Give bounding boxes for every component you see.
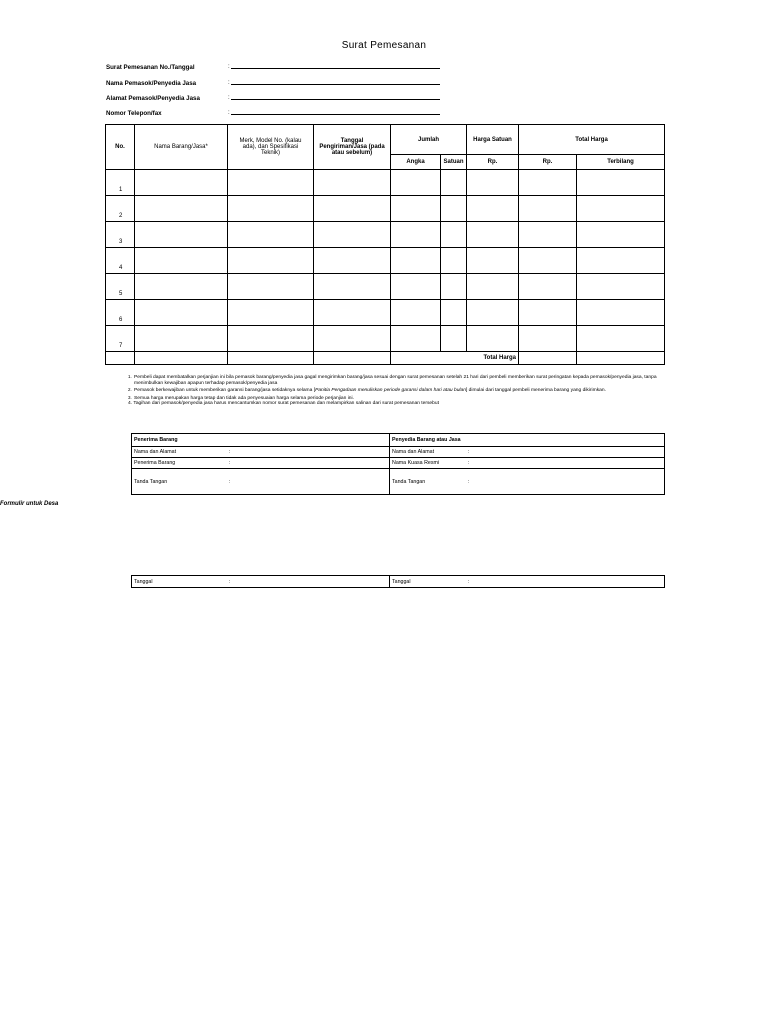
cell-input[interactable]	[441, 300, 467, 326]
desa-form-label: Formulir untuk Desa	[0, 501, 59, 507]
table-row	[106, 248, 665, 274]
receiver-signature-field[interactable]: Tanda Tangan :	[132, 469, 390, 495]
cell-input[interactable]	[577, 222, 665, 248]
cell-input[interactable]	[467, 196, 519, 222]
row-number: 4	[106, 248, 135, 274]
cell-input[interactable]	[391, 248, 441, 274]
header-field-phone	[106, 110, 162, 117]
header-field-order-no	[106, 64, 195, 71]
sub-header-rp: Rp.	[467, 155, 519, 170]
cell-input[interactable]	[391, 196, 441, 222]
cell-input[interactable]	[467, 222, 519, 248]
cell-input[interactable]	[577, 326, 665, 352]
cell-input[interactable]	[519, 222, 577, 248]
col-header-jumlah: Jumlah	[391, 125, 467, 155]
row-number: 3	[106, 222, 135, 248]
table-row	[106, 274, 665, 300]
cell-input[interactable]	[467, 170, 519, 196]
header-field-supplier-name-line[interactable]: :	[228, 80, 440, 86]
cell-input[interactable]	[391, 326, 441, 352]
provider-header: Penyedia Barang atau Jasa	[390, 434, 665, 447]
note-item: 4. Tagihan dari pemasok/penyedia jasa harus mencantumkan nomor surat pemesanan dan melampirkan salinan dari surat pemesanan tersebut	[128, 401, 439, 407]
row-number: 1	[106, 170, 135, 196]
row-number: 7	[106, 326, 135, 352]
row-number: 2	[106, 196, 135, 222]
page-title: Surat Pemesanan	[341, 40, 427, 51]
cell-input[interactable]	[467, 248, 519, 274]
cell-input[interactable]	[314, 300, 391, 326]
cell-input[interactable]	[228, 170, 314, 196]
notes-list	[128, 375, 668, 409]
col-header-nama-barang: Nama Barang/Jasa*	[135, 125, 228, 170]
receiver-date-field[interactable]: Tanggal :	[132, 576, 390, 588]
cell-input[interactable]	[519, 196, 577, 222]
cell-empty	[135, 352, 228, 365]
table-row	[106, 222, 665, 248]
provider-name-address-field[interactable]: Nama dan Alamat :	[390, 447, 665, 458]
cell-input[interactable]	[577, 196, 665, 222]
col-header-no: No.	[106, 125, 135, 170]
cell-empty	[314, 352, 391, 365]
provider-date-field[interactable]: Tanggal :	[390, 576, 665, 588]
cell-input[interactable]	[228, 274, 314, 300]
cell-input[interactable]	[314, 248, 391, 274]
header-field-order-no-line[interactable]: :	[228, 64, 440, 70]
cell-input[interactable]	[519, 248, 577, 274]
cell-input[interactable]	[519, 170, 577, 196]
cell-input[interactable]	[441, 222, 467, 248]
header-field-label: Surat Pemesanan No./Tanggal	[106, 64, 195, 71]
note-item: 2. Pemasok berkewajiban untuk memberikan garansi barang/jasa setidaknya selama [Panitia Pengadaan menuliskan periode garansi dalam hari atau bulan] dimulai dari tanggal pembeli menerima barang yang dikirimkan.	[128, 387, 606, 394]
cell-input[interactable]	[135, 274, 228, 300]
col-header-total-harga: Total Harga	[519, 125, 665, 155]
date-table	[131, 575, 665, 588]
cell-input[interactable]	[228, 326, 314, 352]
cell-input[interactable]	[135, 222, 228, 248]
cell-input[interactable]	[391, 222, 441, 248]
total-harga-label: Total Harga	[391, 352, 519, 365]
cell-input[interactable]	[314, 196, 391, 222]
cell-input[interactable]	[519, 326, 577, 352]
cell-input[interactable]	[314, 170, 391, 196]
cell-input[interactable]	[519, 300, 577, 326]
receiver-header: Penerima Barang	[132, 434, 390, 447]
cell-input[interactable]	[228, 248, 314, 274]
order-table	[105, 124, 665, 365]
cell-input[interactable]	[519, 274, 577, 300]
cell-input[interactable]	[441, 326, 467, 352]
cell-input[interactable]	[577, 248, 665, 274]
cell-input[interactable]	[441, 196, 467, 222]
sub-header-angka: Angka	[391, 155, 441, 170]
header-field-phone-line[interactable]: :	[228, 110, 440, 116]
cell-input[interactable]	[135, 248, 228, 274]
header-field-label: Alamat Pemasok/Penyedia Jasa	[106, 95, 200, 102]
cell-input[interactable]	[441, 274, 467, 300]
cell-empty	[228, 352, 314, 365]
receiver-name-address-field[interactable]: Nama dan Alamat :	[132, 447, 390, 458]
table-row	[106, 300, 665, 326]
sub-header-rp-total: Rp.	[519, 155, 577, 170]
cell-input[interactable]	[577, 170, 665, 196]
row-number: 5	[106, 274, 135, 300]
cell-input[interactable]	[228, 222, 314, 248]
cell-input[interactable]	[228, 300, 314, 326]
header-field-supplier-name	[106, 80, 196, 87]
cell-input[interactable]	[577, 274, 665, 300]
cell-input[interactable]	[391, 170, 441, 196]
signature-table	[131, 433, 665, 495]
cell-empty	[106, 352, 135, 365]
cell-input[interactable]	[135, 196, 228, 222]
header-field-supplier-address	[106, 95, 200, 102]
cell-input[interactable]	[314, 326, 391, 352]
cell-input[interactable]	[467, 274, 519, 300]
cell-input[interactable]	[441, 170, 467, 196]
cell-input[interactable]	[314, 274, 391, 300]
cell-input[interactable]	[577, 300, 665, 326]
cell-input[interactable]	[135, 170, 228, 196]
col-header-tanggal: Tanggal Pengiriman/Jasa (pada atau sebelum)	[314, 125, 391, 170]
cell-input[interactable]	[314, 222, 391, 248]
cell-input[interactable]	[467, 300, 519, 326]
col-header-harga-satuan: Harga Satuan	[467, 125, 519, 155]
total-rp-input[interactable]	[519, 352, 577, 365]
cell-input[interactable]	[441, 248, 467, 274]
provider-signature-field[interactable]: Tanda Tangan :	[390, 469, 665, 495]
cell-input[interactable]	[391, 274, 441, 300]
note-item: 1. Pembeli dapat membatalkan perjanjian ini bila pemasok barang/penyedia jasa gagal mengirimkan barang/jasa sesuai dengan surat pemesanan setelah 21 hari dari pembeli memberikan surat peringatan kepada pemasok/penyedia jasa, tanpa menimbulkan kewajiban apapun terhadap pemasok/penyedia jasa	[128, 374, 657, 386]
table-row	[106, 196, 665, 222]
cell-input[interactable]	[467, 326, 519, 352]
cell-input[interactable]	[135, 300, 228, 326]
sub-header-terbilang: Terbilang	[577, 155, 665, 170]
note-item: 3. Semua harga merupakan harga tetap dan tidak ada penyesuaian harga selama periode perjanjian ini.	[128, 394, 354, 401]
total-row	[106, 352, 665, 365]
header-field-label: Nomor Telepon/fax	[106, 110, 162, 117]
cell-input[interactable]	[228, 196, 314, 222]
table-row	[106, 170, 665, 196]
cell-input[interactable]	[391, 300, 441, 326]
receiver-name-field[interactable]: Penerima Barang :	[132, 458, 390, 469]
provider-authorized-name-field[interactable]: Nama Kuasa Resmi :	[390, 458, 665, 469]
table-row	[106, 326, 665, 352]
row-number: 6	[106, 300, 135, 326]
col-header-merk: Merk, Model No. (kalau ada), dan Spesifikasi Teknik)	[228, 125, 314, 170]
header-field-supplier-address-line[interactable]: :	[228, 95, 440, 101]
cell-input[interactable]	[135, 326, 228, 352]
total-terbilang-input[interactable]	[577, 352, 665, 365]
sub-header-satuan: Satuan	[441, 155, 467, 170]
header-field-label: Nama Pemasok/Penyedia Jasa	[106, 80, 197, 87]
